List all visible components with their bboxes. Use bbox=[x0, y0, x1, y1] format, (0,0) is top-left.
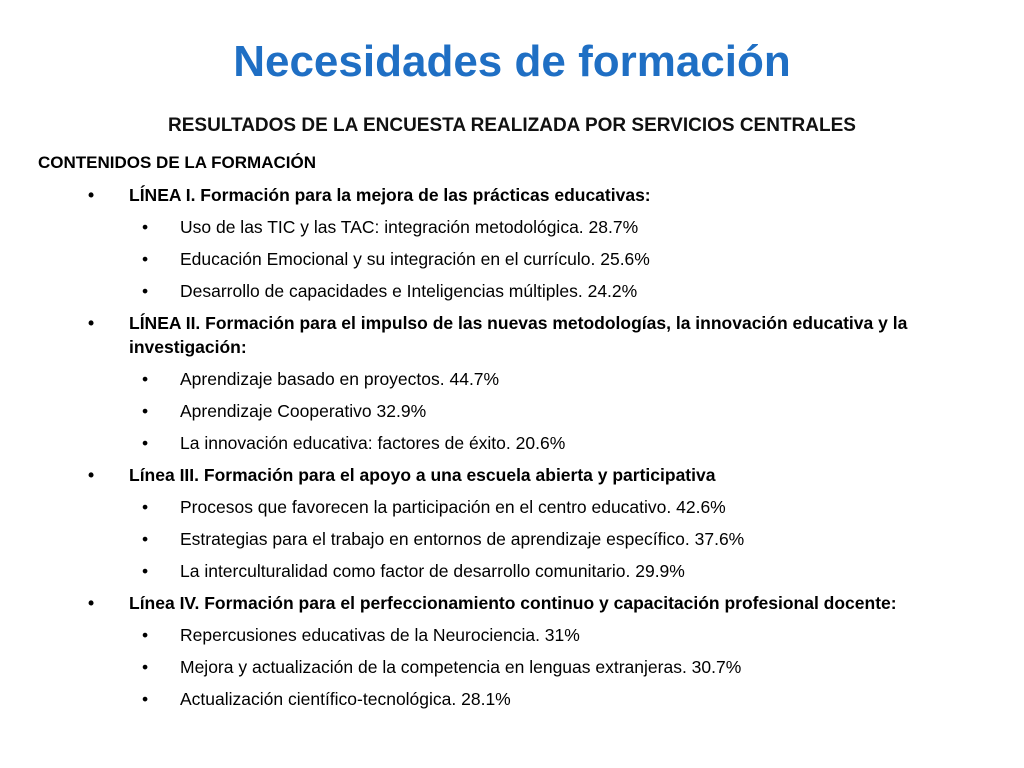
line-4-item-3 bbox=[0, 687, 1024, 711]
training-lines-list bbox=[0, 183, 1024, 719]
bullet-marker: • bbox=[88, 185, 95, 205]
line-1-item-2 bbox=[0, 247, 1024, 271]
bullet-marker: • bbox=[142, 689, 149, 709]
bullet-marker: • bbox=[142, 249, 149, 269]
item-text: Mejora y actualización de la competencia en lenguas extranjeras. 30.7% bbox=[180, 657, 742, 677]
line-1 bbox=[0, 183, 1024, 207]
line-1-item-3 bbox=[0, 279, 1024, 303]
line-1-label: LÍNEA I. Formación para la mejora de las prácticas educativas: bbox=[129, 185, 651, 205]
line-3-item-3 bbox=[0, 559, 1024, 583]
bullet-marker: • bbox=[142, 657, 149, 677]
line-4-label: Línea IV. Formación para el perfeccionamiento continuo y capacitación profesional docente: bbox=[129, 593, 897, 613]
bullet-marker: • bbox=[88, 593, 95, 613]
item-text: La interculturalidad como factor de desarrollo comunitario. 29.9% bbox=[180, 561, 685, 581]
bullet-marker: • bbox=[142, 401, 149, 421]
bullet-marker: • bbox=[142, 281, 149, 301]
item-text: Educación Emocional y su integración en el currículo. 25.6% bbox=[180, 249, 650, 269]
slide-subtitle: RESULTADOS DE LA ENCUESTA REALIZADA POR SERVICIOS CENTRALES bbox=[168, 115, 856, 136]
item-text: Repercusiones educativas de la Neurociencia. 31% bbox=[180, 625, 580, 645]
bullet-marker: • bbox=[142, 433, 149, 453]
item-text: Uso de las TIC y las TAC: integración metodológica. 28.7% bbox=[180, 217, 639, 237]
line-3 bbox=[0, 463, 1024, 487]
line-3-item-1 bbox=[0, 495, 1024, 519]
bullet-marker: • bbox=[142, 217, 149, 237]
bullet-marker: • bbox=[142, 369, 149, 389]
item-text: La innovación educativa: factores de éxito. 20.6% bbox=[180, 433, 566, 453]
line-4 bbox=[0, 591, 1024, 615]
line-4-item-1 bbox=[0, 623, 1024, 647]
slide-title: Necesidades de formación bbox=[233, 37, 791, 86]
line-2-item-2 bbox=[0, 399, 1024, 423]
line-2 bbox=[0, 311, 1024, 359]
line-2-item-1 bbox=[0, 367, 1024, 391]
item-text: Aprendizaje Cooperativo 32.9% bbox=[180, 401, 427, 421]
line-2-label: LÍNEA II. Formación para el impulso de las nuevas metodologías, la innovación educativa y la investigación: bbox=[129, 313, 908, 357]
item-text: Aprendizaje basado en proyectos. 44.7% bbox=[180, 369, 500, 389]
line-3-item-2 bbox=[0, 527, 1024, 551]
line-2-item-3 bbox=[0, 431, 1024, 455]
bullet-marker: • bbox=[88, 465, 95, 485]
item-text: Procesos que favorecen la participación en el centro educativo. 42.6% bbox=[180, 497, 726, 517]
bullet-marker: • bbox=[142, 529, 149, 549]
line-4-item-2 bbox=[0, 655, 1024, 679]
item-text: Desarrollo de capacidades e Inteligencias múltiples. 24.2% bbox=[180, 281, 638, 301]
bullet-marker: • bbox=[142, 625, 149, 645]
item-text: Estrategias para el trabajo en entornos de aprendizaje específico. 37.6% bbox=[180, 529, 745, 549]
item-text: Actualización científico-tecnológica. 28.1% bbox=[180, 689, 511, 709]
line-3-label: Línea III. Formación para el apoyo a una escuela abierta y participativa bbox=[129, 465, 716, 485]
line-1-item-1 bbox=[0, 215, 1024, 239]
section-heading: CONTENIDOS DE LA FORMACIÓN bbox=[38, 153, 316, 172]
bullet-marker: • bbox=[142, 561, 149, 581]
bullet-marker: • bbox=[142, 497, 149, 517]
bullet-marker: • bbox=[88, 313, 95, 333]
